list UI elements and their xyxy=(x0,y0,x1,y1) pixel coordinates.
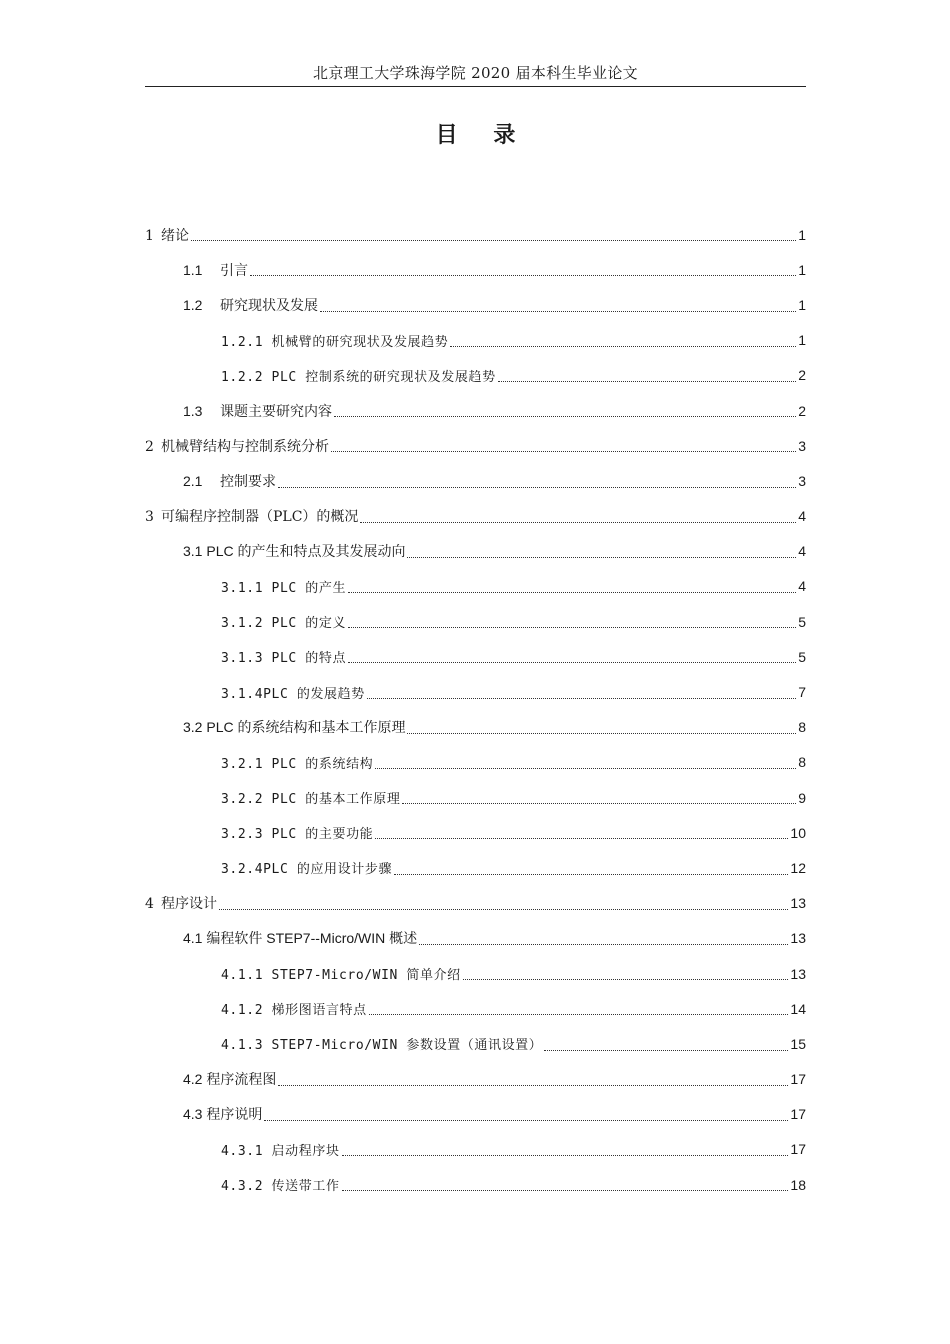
toc-dot-leader xyxy=(463,978,789,980)
toc-dot-leader xyxy=(348,661,796,663)
toc-entry[interactable] xyxy=(145,745,806,780)
toc-page-number: 13 xyxy=(790,895,806,912)
toc-entry-label xyxy=(221,823,373,842)
toc-dot-leader xyxy=(342,1189,789,1191)
toc-entry-number: 1.2 xyxy=(183,296,203,313)
toc-entry[interactable] xyxy=(145,287,806,322)
toc-page-number: 2 xyxy=(798,367,806,384)
toc-entry-label xyxy=(221,647,346,666)
toc-dot-leader xyxy=(394,873,788,875)
toc-entry[interactable] xyxy=(145,1132,806,1167)
toc-entry[interactable] xyxy=(145,499,806,534)
toc-entry-number: 1.1 xyxy=(183,261,203,278)
toc-dot-leader xyxy=(375,837,788,839)
toc-dot-leader xyxy=(402,802,796,804)
toc-page-number: 3 xyxy=(798,437,806,454)
toc-page-number: 3 xyxy=(798,472,806,489)
header-rule xyxy=(145,86,806,87)
table-of-contents xyxy=(145,217,806,1202)
toc-dot-leader xyxy=(450,345,796,347)
toc-page-number: 9 xyxy=(798,789,806,806)
toc-entry-text: 1.2.1 机械臂的研究现状及发展趋势 xyxy=(221,334,449,350)
toc-page-number: 5 xyxy=(798,648,806,665)
toc-entry[interactable] xyxy=(145,815,806,850)
toc-entry[interactable] xyxy=(145,639,806,674)
toc-page-number: 1 xyxy=(798,332,806,349)
toc-dot-leader xyxy=(342,1154,789,1156)
toc-entry[interactable] xyxy=(145,323,806,358)
toc-entry[interactable] xyxy=(145,780,806,815)
toc-entry-label xyxy=(183,541,405,561)
toc-entry-text: 研究现状及发展 xyxy=(220,297,318,314)
toc-entry-label xyxy=(221,577,346,596)
toc-entry-text: 3.2 PLC 的系统结构和基本工作原理 xyxy=(183,719,406,736)
toc-page-number: 17 xyxy=(790,1141,806,1158)
toc-entry-label xyxy=(221,858,392,877)
toc-dot-leader xyxy=(348,626,796,628)
toc-entry[interactable] xyxy=(145,1026,806,1061)
toc-entry-label xyxy=(221,753,373,772)
toc-entry[interactable] xyxy=(145,217,806,252)
toc-entry[interactable] xyxy=(145,956,806,991)
toc-entry-label xyxy=(145,436,329,456)
toc-entry[interactable] xyxy=(145,850,806,885)
toc-entry-text: 4.1 编程软件 STEP7--Micro/WIN 概述 xyxy=(183,930,418,947)
toc-entry-text: 3.1.2 PLC 的定义 xyxy=(221,616,347,632)
toc-entry-label xyxy=(183,1069,276,1089)
toc-entry-text: 3.1.3 PLC 的特点 xyxy=(221,651,347,667)
toc-page-number: 14 xyxy=(790,1000,806,1017)
toc-entry-label xyxy=(221,1034,542,1053)
toc-entry[interactable] xyxy=(145,1062,806,1097)
toc-entry[interactable] xyxy=(145,886,806,921)
toc-dot-leader xyxy=(407,556,796,558)
toc-entry[interactable] xyxy=(145,1167,806,1202)
toc-entry-text: 可编程序控制器（PLC）的概况 xyxy=(161,509,359,526)
toc-page-number: 17 xyxy=(790,1106,806,1123)
page-header: 北京理工大学珠海学院 2020 届本科生毕业论文 xyxy=(313,64,638,82)
toc-page-number: 2 xyxy=(798,402,806,419)
toc-dot-leader xyxy=(250,274,796,276)
toc-entry[interactable] xyxy=(145,393,806,428)
toc-dot-leader xyxy=(419,943,788,945)
toc-page-number: 8 xyxy=(798,719,806,736)
toc-entry-number: 1 xyxy=(145,227,154,244)
toc-entry-label xyxy=(145,225,189,245)
toc-dot-leader xyxy=(264,1119,788,1121)
toc-page-number: 15 xyxy=(790,1035,806,1052)
toc-entry[interactable] xyxy=(145,252,806,287)
toc-dot-leader xyxy=(375,767,796,769)
toc-entry[interactable] xyxy=(145,710,806,745)
toc-page-number: 4 xyxy=(798,508,806,525)
toc-dot-leader xyxy=(278,486,796,488)
toc-page-number: 13 xyxy=(790,965,806,982)
toc-entry-text: 3.1.4PLC 的发展趋势 xyxy=(221,686,365,702)
toc-page-number: 8 xyxy=(798,754,806,771)
toc-page-number: 4 xyxy=(798,543,806,560)
toc-entry-text: 程序设计 xyxy=(161,896,217,913)
toc-entry-label xyxy=(145,893,217,913)
toc-entry-number: 2.1 xyxy=(183,472,203,489)
toc-entry-number: 2 xyxy=(145,438,154,455)
toc-entry-label xyxy=(183,471,276,491)
toc-dot-leader xyxy=(407,732,796,734)
toc-dot-leader xyxy=(348,591,796,593)
toc-dot-leader xyxy=(278,1084,788,1086)
toc-entry-text: 4.1.2 梯形图语言特点 xyxy=(221,1003,367,1019)
toc-entry-label xyxy=(221,366,496,385)
toc-dot-leader xyxy=(544,1049,788,1051)
toc-entry[interactable] xyxy=(145,569,806,604)
toc-entry-label xyxy=(221,1175,340,1194)
toc-dot-leader xyxy=(320,310,796,312)
toc-entry-text: 绪论 xyxy=(161,227,189,244)
toc-entry-number: 4 xyxy=(145,896,154,913)
toc-entry-text: 4.2 程序流程图 xyxy=(183,1071,277,1088)
toc-entry-label xyxy=(221,999,367,1018)
toc-entry-label xyxy=(221,1140,340,1159)
toc-page-number: 13 xyxy=(790,930,806,947)
toc-entry-text: 引言 xyxy=(220,262,248,279)
toc-entry-text: 3.2.2 PLC 的基本工作原理 xyxy=(221,792,401,808)
toc-dot-leader xyxy=(367,697,796,699)
toc-page-number: 1 xyxy=(798,226,806,243)
toc-entry-text: 3.1.1 PLC 的产生 xyxy=(221,580,347,596)
toc-page-number: 5 xyxy=(798,613,806,630)
toc-entry[interactable] xyxy=(145,428,806,463)
toc-entry-label xyxy=(221,788,400,807)
toc-entry-text: 3.1 PLC 的产生和特点及其发展动向 xyxy=(183,543,406,560)
toc-entry-text: 1.2.2 PLC 控制系统的研究现状及发展趋势 xyxy=(221,369,496,385)
toc-page-number: 1 xyxy=(798,261,806,278)
toc-entry-label xyxy=(183,295,318,315)
toc-entry-text: 控制要求 xyxy=(220,473,276,490)
toc-entry-text: 4.1.3 STEP7-Micro/WIN 参数设置（通讯设置） xyxy=(221,1038,543,1054)
toc-entry[interactable] xyxy=(145,534,806,569)
toc-entry-text: 4.3.1 启动程序块 xyxy=(221,1143,340,1159)
toc-entry-label xyxy=(221,331,448,350)
toc-entry-label xyxy=(183,260,248,280)
toc-page-number: 4 xyxy=(798,578,806,595)
toc-entry[interactable] xyxy=(145,358,806,393)
toc-page-number: 10 xyxy=(790,824,806,841)
toc-dot-leader xyxy=(334,415,796,417)
toc-entry-label xyxy=(183,928,417,948)
toc-title: 目 录 xyxy=(435,122,530,148)
toc-entry[interactable] xyxy=(145,674,806,709)
toc-entry-text: 4.1.1 STEP7-Micro/WIN 简单介绍 xyxy=(221,968,461,984)
toc-entry[interactable] xyxy=(145,604,806,639)
toc-entry-text: 4.3.2 传送带工作 xyxy=(221,1179,340,1195)
toc-entry[interactable] xyxy=(145,921,806,956)
toc-dot-leader xyxy=(369,1013,789,1015)
toc-page-number: 12 xyxy=(790,859,806,876)
toc-entry-number: 1.3 xyxy=(183,402,203,419)
toc-entry-label xyxy=(221,612,346,631)
toc-page-number: 17 xyxy=(790,1071,806,1088)
toc-entry-text: 3.2.3 PLC 的主要功能 xyxy=(221,827,374,843)
toc-dot-leader xyxy=(191,239,796,241)
toc-entry[interactable] xyxy=(145,991,806,1026)
toc-entry-text: 机械臂结构与控制系统分析 xyxy=(161,438,329,455)
toc-entry-label xyxy=(221,964,461,983)
toc-entry-label xyxy=(145,506,358,526)
toc-entry-text: 3.2.1 PLC 的系统结构 xyxy=(221,756,374,772)
toc-page-number: 18 xyxy=(790,1176,806,1193)
toc-dot-leader xyxy=(360,521,796,523)
toc-entry-label xyxy=(183,401,332,421)
toc-entry-number: 3 xyxy=(145,509,154,526)
toc-entry-text: 4.3 程序说明 xyxy=(183,1106,263,1123)
toc-page-number: 1 xyxy=(798,296,806,313)
toc-dot-leader xyxy=(498,380,796,382)
toc-dot-leader xyxy=(219,908,788,910)
toc-entry-text: 课题主要研究内容 xyxy=(220,403,332,420)
toc-entry[interactable] xyxy=(145,1097,806,1132)
toc-entry[interactable] xyxy=(145,463,806,498)
toc-page-number: 7 xyxy=(798,684,806,701)
toc-dot-leader xyxy=(331,450,796,452)
toc-entry-label xyxy=(183,717,405,737)
toc-entry-label xyxy=(183,1104,262,1124)
toc-entry-label xyxy=(221,683,365,702)
toc-entry-text: 3.2.4PLC 的应用设计步骤 xyxy=(221,862,393,878)
